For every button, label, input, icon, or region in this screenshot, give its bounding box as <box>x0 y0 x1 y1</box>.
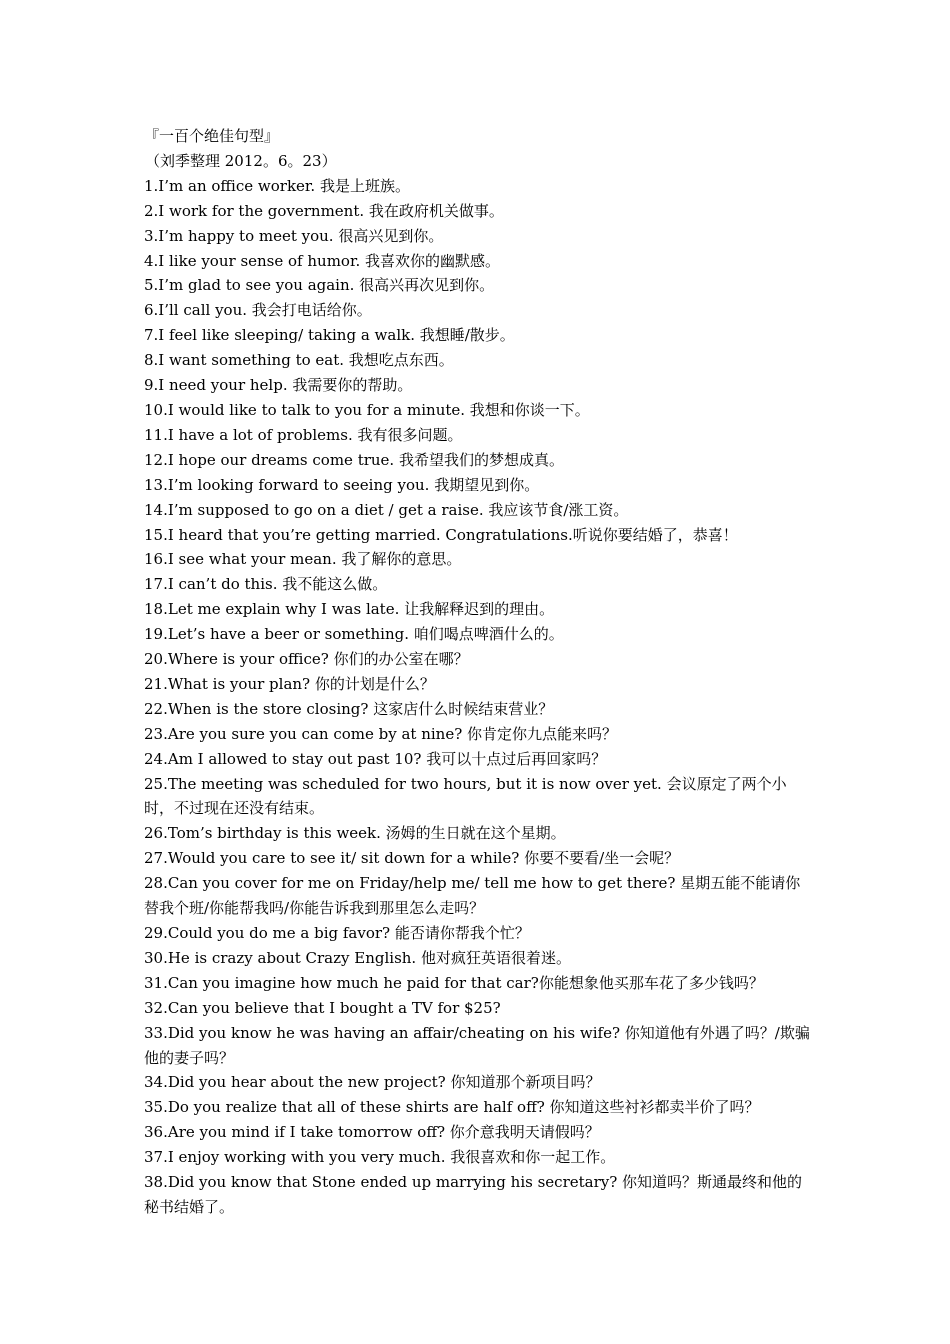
sentence-item: 19.Let’s have a beer or something. 咱们喝点啤酒什么的。 <box>144 625 564 644</box>
sentence-item: 26.Tom’s birthday is this week. 汤姆的生日就在这个星期。 <box>144 824 566 843</box>
sentence-item: 10.I would like to talk to you for a minute. 我想和你谈一下。 <box>144 400 590 419</box>
sentence-item: 2.I work for the government. 我在政府机关做事。 <box>144 201 504 220</box>
sentence-item: 37.I enjoy working with you very much. 我很喜欢和你一起工作。 <box>144 1148 616 1167</box>
sentence-item: 20.Where is your office? 你们的办公室在哪？ <box>144 650 469 669</box>
sentence-item: 23.Are you sure you can come by at nine? 你肯定你九点能来吗？ <box>144 724 618 743</box>
document-title: 『一百个绝佳句型』 <box>144 127 280 145</box>
sentence-item: 25.The meeting was scheduled for two hours, but it is now over yet. 会议原定了两个小时，不过现在还没有结束。 <box>144 774 787 818</box>
sentence-item: 27.Would you care to see it/ sit down for a while? 你要不要看/坐一会呢？ <box>144 849 680 868</box>
sentence-item: 9.I need your help. 我需要你的帮助。 <box>144 376 413 395</box>
sentence-item: 11.I have a lot of problems. 我有很多问题。 <box>144 425 463 444</box>
sentence-item: 18.Let me explain why I was late. 让我解释迟到的理由。 <box>144 600 555 619</box>
sentence-item: 16.I see what your mean. 我了解你的意思。 <box>144 550 462 569</box>
sentence-item: 12.I hope our dreams come true. 我希望我们的梦想成真。 <box>144 450 564 469</box>
document-subtitle: （刘季整理 2012。6。23） <box>145 151 337 170</box>
sentence-item: 7.I feel like sleeping/ taking a walk. 我想睡/散步。 <box>144 326 515 345</box>
sentence-item: 28.Can you cover for me on Friday/help me/ tell me how to get there? 星期五能不能请你替我个班/你能帮我吗/你能告诉我到那里怎么走吗？ <box>144 874 801 918</box>
sentence-item: 15.I heard that you’re getting married. Congratulations.听说你要结婚了，恭喜！ <box>144 525 738 544</box>
sentence-item: 5.I’m glad to see you again. 很高兴再次见到你。 <box>144 276 495 295</box>
sentence-item: 13.I’m looking forward to seeing you. 我期望见到你。 <box>144 475 540 494</box>
sentence-item: 35.Do you realize that all of these shirts are half off? 你知道这些衬衫都卖半价了吗？ <box>144 1098 760 1117</box>
sentence-item: 14.I’m supposed to go on a diet / get a raise. 我应该节食/涨工资。 <box>144 500 629 519</box>
sentence-item: 32.Can you believe that I bought a TV for $25? <box>144 998 501 1017</box>
sentence-item: 34.Did you hear about the new project? 你知道那个新项目吗？ <box>144 1073 601 1092</box>
sentence-item: 6.I’ll call you. 我会打电话给你。 <box>144 301 372 320</box>
sentence-item: 22.When is the store closing? 这家店什么时候结束营业？ <box>144 699 554 718</box>
sentence-item: 4.I like your sense of humor. 我喜欢你的幽默感。 <box>144 251 501 270</box>
sentence-item: 33.Did you know he was having an affair/cheating on his wife? 你知道他有外遇了吗？/欺骗他的妻子吗？ <box>144 1023 810 1067</box>
sentence-item: 38.Did you know that Stone ended up marrying his secretary? 你知道吗？斯通最终和他的秘书结婚了。 <box>144 1173 803 1216</box>
sentence-list <box>144 174 812 1220</box>
sentence-item: 30.He is crazy about Crazy English. 他对疯狂英语很着迷。 <box>144 948 571 967</box>
sentence-item: 3.I’m happy to meet you. 很高兴见到你。 <box>144 226 444 245</box>
sentence-item: 8.I want something to eat. 我想吃点东西。 <box>144 351 454 370</box>
sentence-item: 31.Can you imagine how much he paid for that car?你能想象他买那车花了多少钱吗？ <box>144 973 764 992</box>
sentence-item: 36.Are you mind if I take tomorrow off? 你介意我明天请假吗？ <box>144 1123 600 1142</box>
sentence-item: 29.Could you do me a big favor? 能否请你帮我个忙？ <box>144 924 530 942</box>
document-page <box>144 124 812 1220</box>
sentence-item: 24.Am I allowed to stay out past 10? 我可以十点过后再回家吗？ <box>144 749 607 768</box>
sentence-item: 1.I’m an office worker. 我是上班族。 <box>144 176 410 195</box>
sentence-item: 17.I can’t do this. 我不能这么做。 <box>144 575 388 594</box>
sentence-item: 21.What is your plan? 你的计划是什么？ <box>144 674 435 693</box>
